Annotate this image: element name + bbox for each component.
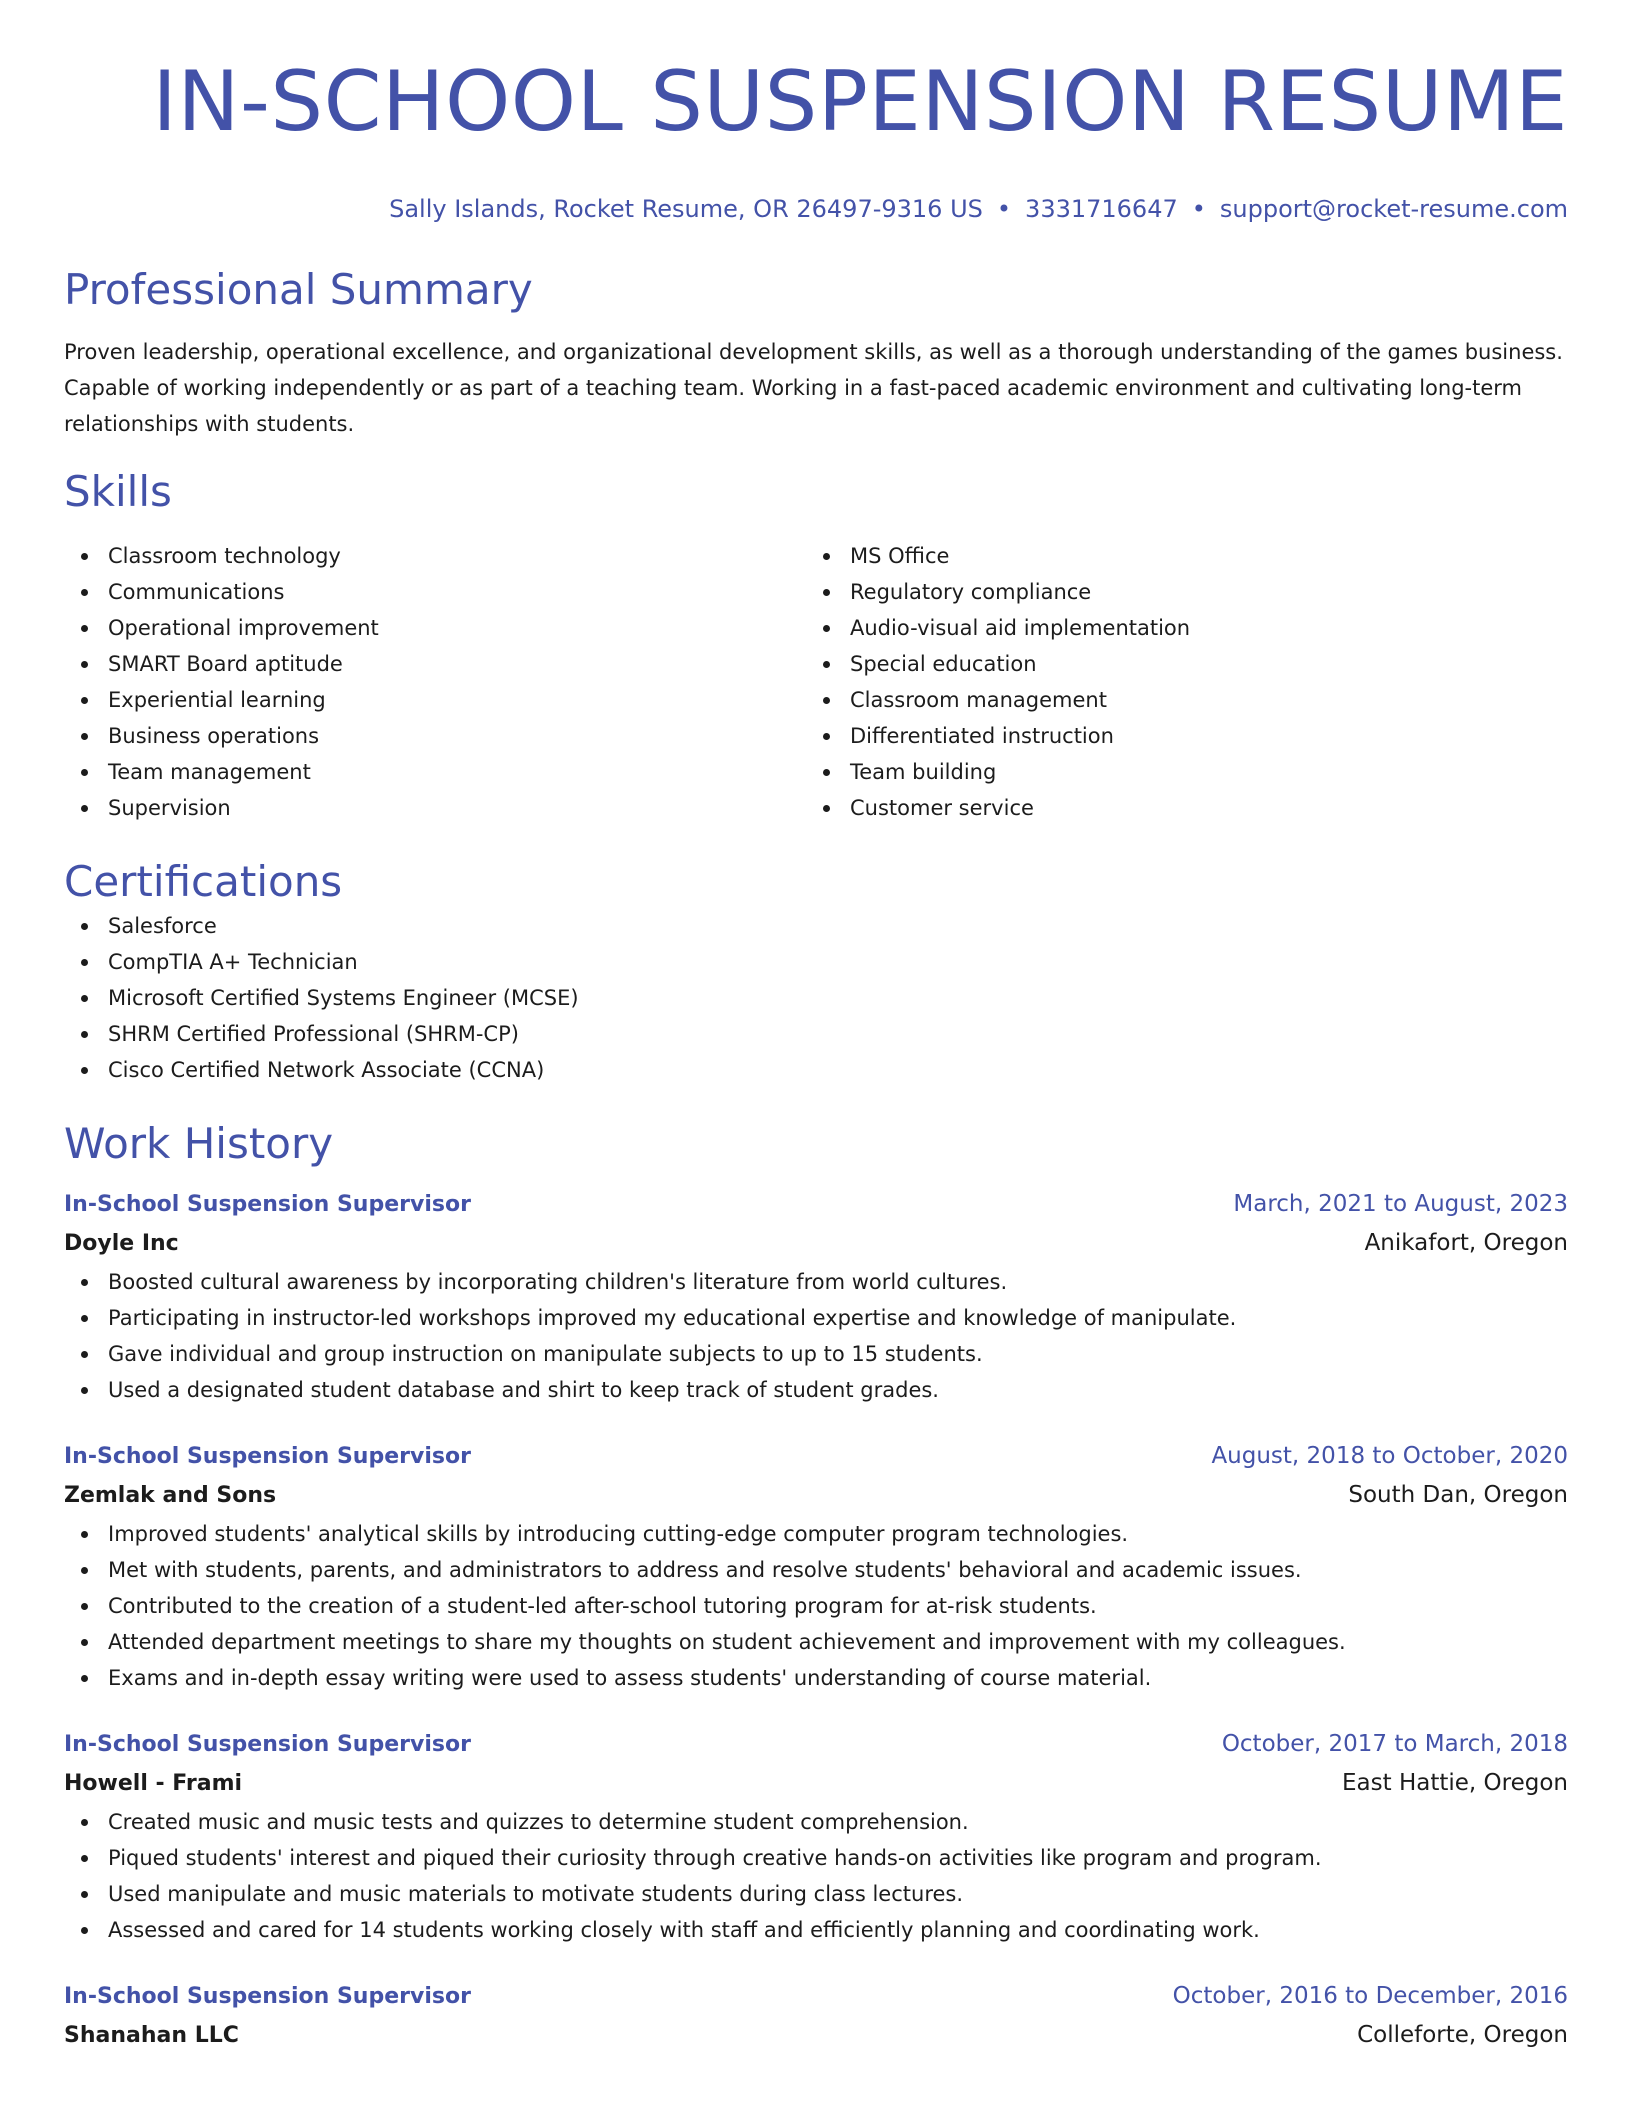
job-dates: August, 2018 to October, 2020 bbox=[1211, 1443, 1568, 1469]
job-header-row bbox=[64, 1438, 1568, 1475]
certification-item: Cisco Certified Network Associate (CCNA) bbox=[64, 1052, 1568, 1088]
job-location: South Dan, Oregon bbox=[1348, 1482, 1568, 1508]
job-dates: March, 2021 to August, 2023 bbox=[1233, 1191, 1568, 1217]
skill-item: Classroom technology bbox=[64, 538, 806, 574]
job-bullet: Attended department meetings to share my thoughts on student achievement and improvement with my colleagues. bbox=[64, 1624, 1568, 1660]
job-bullet: Used a designated student database and shirt to keep track of student grades. bbox=[64, 1372, 1568, 1408]
work-history-heading: Work History bbox=[64, 1119, 334, 1168]
job-bullets bbox=[64, 1516, 1568, 1696]
contact-phone: 3331716647 bbox=[1025, 195, 1178, 223]
certifications-heading: Certifications bbox=[64, 857, 343, 906]
job-company-row bbox=[64, 1223, 1568, 1264]
skills-heading: Skills bbox=[64, 467, 172, 516]
job-bullet: Contributed to the creation of a student-led after-school tutoring program for at-risk students. bbox=[64, 1588, 1568, 1624]
skill-item: Team management bbox=[64, 754, 806, 790]
skills-grid bbox=[64, 538, 1568, 826]
resume-title: IN-SCHOOL SUSPENSION RESUME bbox=[152, 53, 1568, 150]
job-entry bbox=[64, 1438, 1568, 1696]
job-bullets bbox=[64, 1804, 1568, 1948]
certification-item: SHRM Certified Professional (SHRM-CP) bbox=[64, 1016, 1568, 1052]
job-entry bbox=[64, 1726, 1568, 1948]
skill-item: Classroom management bbox=[806, 682, 1548, 718]
certification-item: CompTIA A+ Technician bbox=[64, 944, 1568, 980]
job-company: Zemlak and Sons bbox=[64, 1483, 277, 1508]
skill-item: Audio-visual aid implementation bbox=[806, 610, 1548, 646]
skill-item: Special education bbox=[806, 646, 1548, 682]
job-header-row bbox=[64, 1978, 1568, 2015]
job-dates: October, 2017 to March, 2018 bbox=[1221, 1731, 1568, 1757]
job-location: Colleforte, Oregon bbox=[1357, 2022, 1568, 2048]
job-company-row bbox=[64, 2015, 1568, 2056]
job-company: Shanahan LLC bbox=[64, 2023, 239, 2048]
contact-line bbox=[64, 194, 1568, 224]
contact-separator: • bbox=[1191, 195, 1206, 223]
skill-item: Differentiated instruction bbox=[806, 718, 1548, 754]
job-title: In-School Suspension Supervisor bbox=[64, 1984, 471, 2009]
job-bullet: Boosted cultural awareness by incorporating children's literature from world cultures. bbox=[64, 1264, 1568, 1300]
job-bullet: Met with students, parents, and administrators to address and resolve students' behavioral and academic issues. bbox=[64, 1552, 1568, 1588]
skill-item: Operational improvement bbox=[64, 610, 806, 646]
job-bullet: Participating in instructor-led workshops improved my educational expertise and knowledge of manipulate. bbox=[64, 1300, 1568, 1336]
job-bullet: Created music and music tests and quizzes to determine student comprehension. bbox=[64, 1804, 1568, 1840]
skill-item: Customer service bbox=[806, 790, 1548, 826]
job-location: Anikafort, Oregon bbox=[1364, 1230, 1568, 1256]
contact-address: Sally Islands, Rocket Resume, OR 26497-9316 US bbox=[389, 195, 983, 223]
job-title: In-School Suspension Supervisor bbox=[64, 1192, 471, 1217]
summary-text: Proven leadership, operational excellence, and organizational development skills, as well as a thorough understanding of the games business. Capable of working independently or as part of a teaching team. Working in a fast-paced academic environment and cultivating long-term relationships with students. bbox=[64, 340, 1563, 436]
certification-item: Microsoft Certified Systems Engineer (MCSE) bbox=[64, 980, 1568, 1016]
job-company-row bbox=[64, 1475, 1568, 1516]
job-company-row bbox=[64, 1763, 1568, 1804]
skill-item: SMART Board aptitude bbox=[64, 646, 806, 682]
job-company: Howell - Frami bbox=[64, 1771, 243, 1796]
job-entry bbox=[64, 1186, 1568, 1408]
job-bullets bbox=[64, 1264, 1568, 1408]
skill-item: MS Office bbox=[806, 538, 1548, 574]
skill-item: Experiential learning bbox=[64, 682, 806, 718]
skill-item: Team building bbox=[806, 754, 1548, 790]
job-bullet: Assessed and cared for 14 students working closely with staff and efficiently planning and coordinating work. bbox=[64, 1912, 1568, 1948]
job-header-row bbox=[64, 1726, 1568, 1763]
job-location: East Hattie, Oregon bbox=[1342, 1770, 1568, 1796]
contact-separator: • bbox=[996, 195, 1012, 223]
resume-page bbox=[64, 0, 1568, 2112]
job-header-row bbox=[64, 1186, 1568, 1223]
job-bullet: Improved students' analytical skills by introducing cutting-edge computer program technologies. bbox=[64, 1516, 1568, 1552]
skill-item: Regulatory compliance bbox=[806, 574, 1548, 610]
job-bullet: Used manipulate and music materials to motivate students during class lectures. bbox=[64, 1876, 1568, 1912]
skill-item: Business operations bbox=[64, 718, 806, 754]
job-entry bbox=[64, 1978, 1568, 2056]
skills-list-right bbox=[806, 538, 1548, 826]
job-company: Doyle Inc bbox=[64, 1231, 179, 1256]
job-title: In-School Suspension Supervisor bbox=[64, 1444, 471, 1469]
summary-heading: Professional Summary bbox=[64, 265, 533, 314]
job-bullet: Exams and in-depth essay writing were used to assess students' understanding of course material. bbox=[64, 1660, 1568, 1696]
certifications-list bbox=[64, 908, 1568, 1088]
skill-item: Communications bbox=[64, 574, 806, 610]
skill-item: Supervision bbox=[64, 790, 806, 826]
skills-list-left bbox=[64, 538, 806, 826]
job-bullet: Piqued students' interest and piqued their curiosity through creative hands-on activities like program and program. bbox=[64, 1840, 1568, 1876]
certification-item: Salesforce bbox=[64, 908, 1568, 944]
job-bullet: Gave individual and group instruction on manipulate subjects to up to 15 students. bbox=[64, 1336, 1568, 1372]
job-title: In-School Suspension Supervisor bbox=[64, 1732, 471, 1757]
contact-email[interactable]: support@rocket-resume.com bbox=[1219, 195, 1568, 223]
job-dates: October, 2016 to December, 2016 bbox=[1172, 1983, 1568, 2009]
